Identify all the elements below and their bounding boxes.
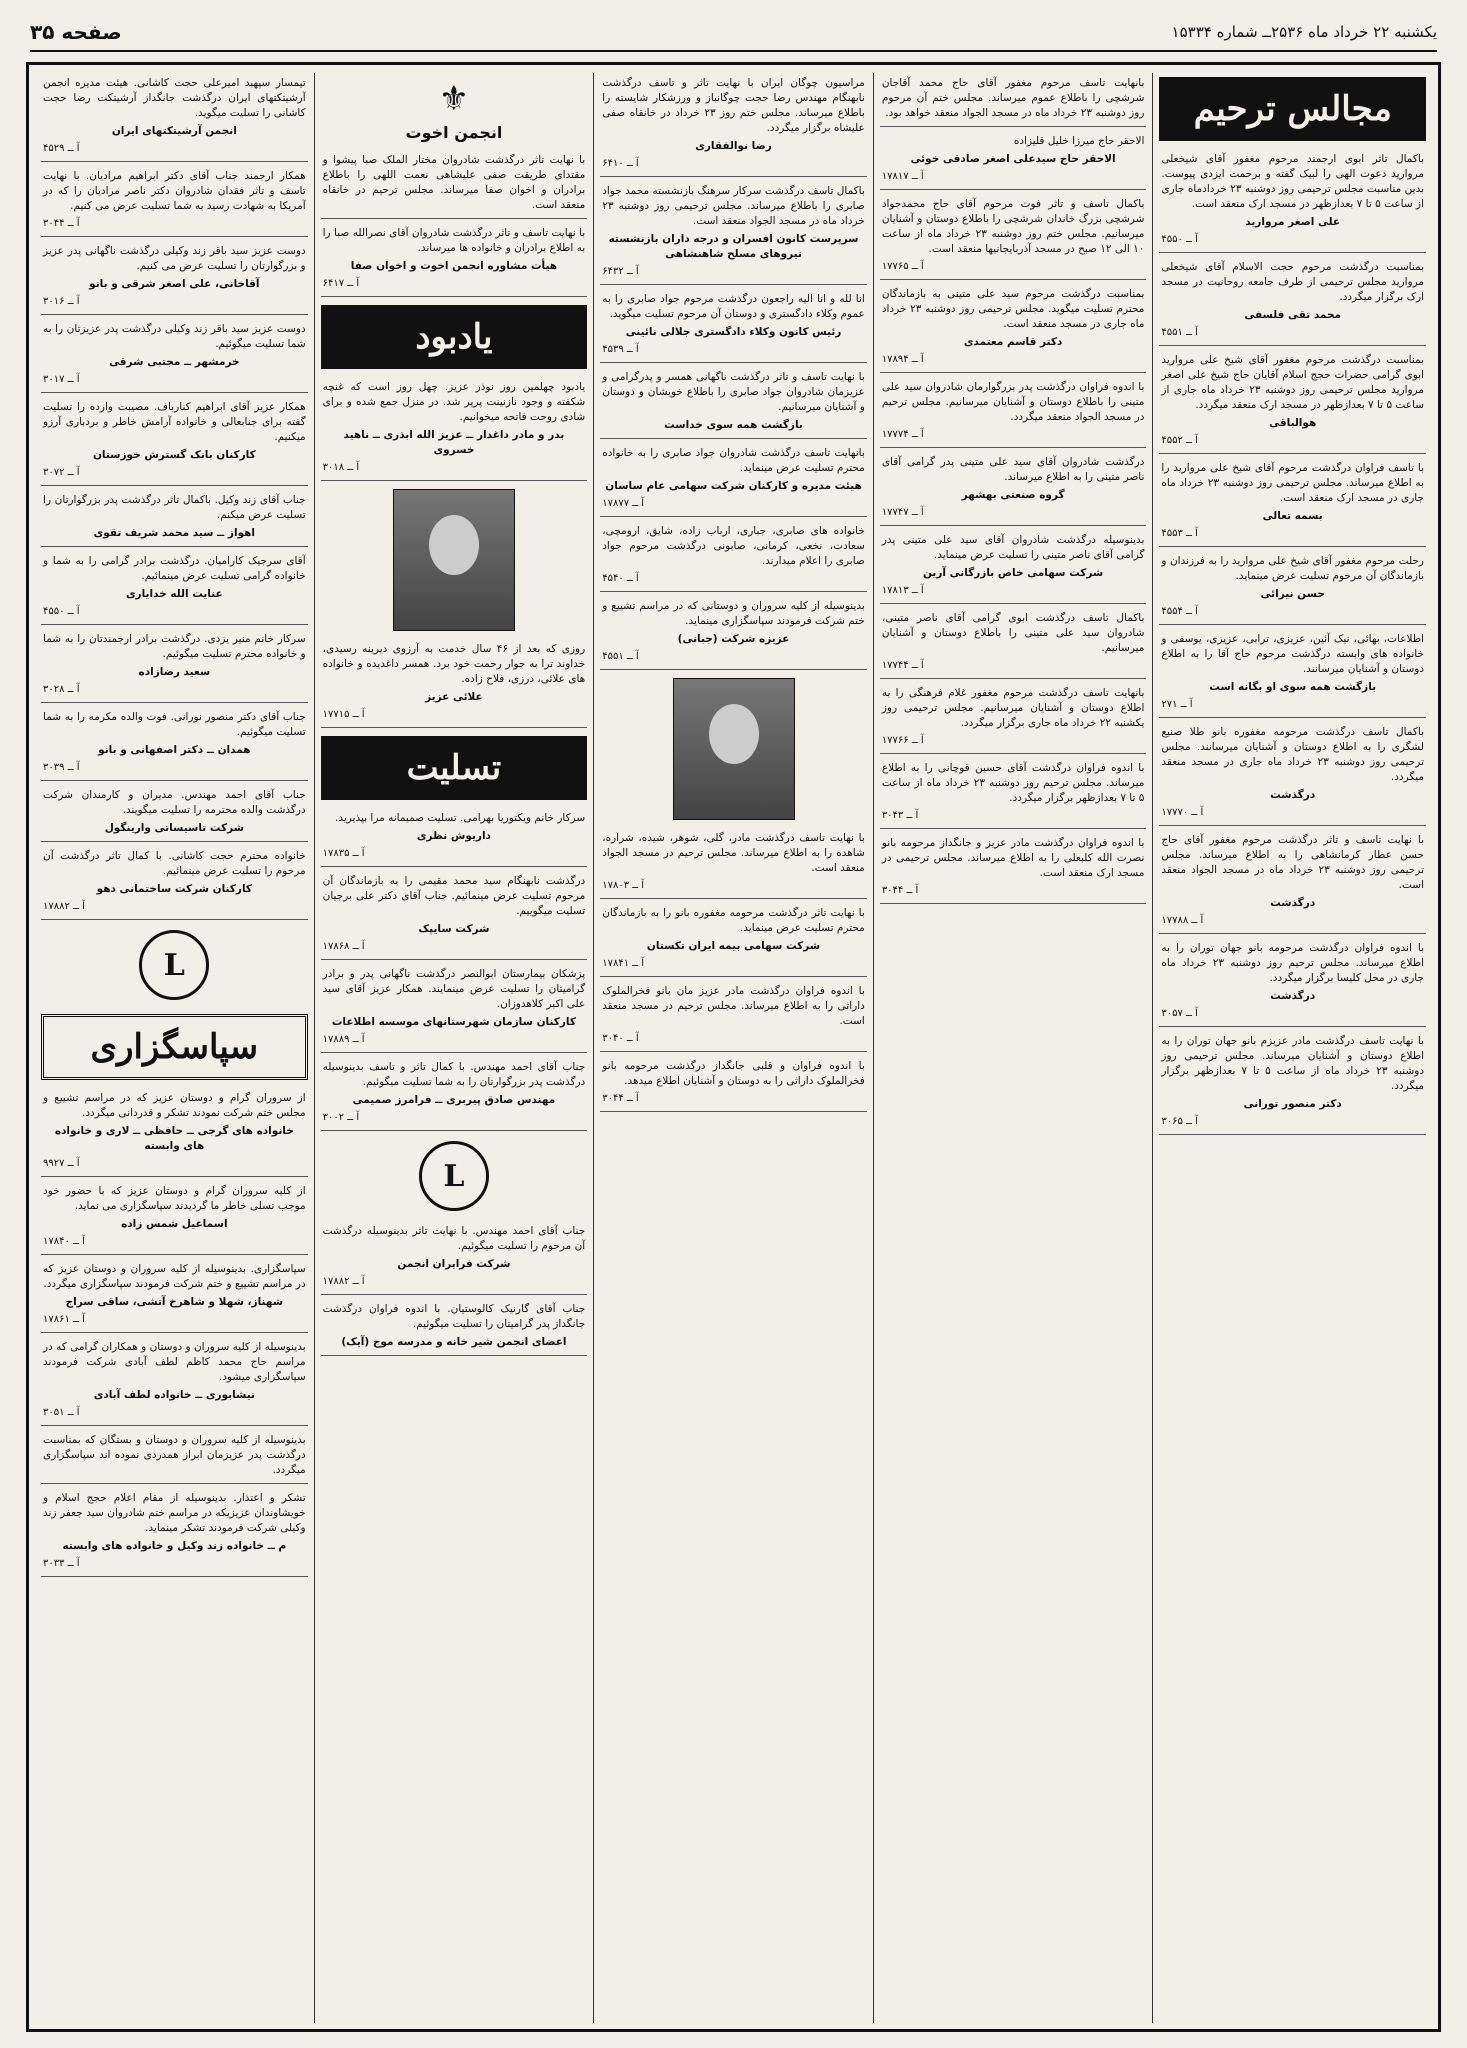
notice-code: آ ــ ۱۷۸۶۱ <box>43 1314 85 1325</box>
notice <box>41 846 308 920</box>
notice-signature: شهناز، شهلا و شاهرخ آتشی، ساقی سراج <box>65 1296 284 1308</box>
notice-code: آ ــ ۳۰۱۸ <box>322 462 360 473</box>
column-5 <box>35 73 314 2023</box>
notice-code: آ ــ ۱۷۷۸۸ <box>1161 915 1204 926</box>
notice <box>600 73 867 177</box>
section-banner-sepasgozari: سپاسگزاری <box>41 1014 308 1080</box>
notice-body: جناب آقای دکتر منصور نورانی. فوت والده مکرمه را به شما تسلیت میگوئیم. <box>43 711 306 738</box>
notice-body: بانهایت تاسف درگذشت شادروان جواد صابری را به خانواده محترم تسلیت عرض مینماید. <box>602 447 865 474</box>
notice <box>41 1488 308 1577</box>
portrait-photo <box>673 678 795 820</box>
notice <box>41 166 308 237</box>
notice-body: جناب آقای زند وکیل. باکمال تاثر درگذشت پدر بزرگوارتان را تسلیت عرض میکنم. <box>43 494 306 521</box>
notice <box>880 530 1147 604</box>
notice-body: بدینوسیله از کلیه سروران و دوستان و همکاران گرامی که در مراسم حاج محمد کاظم لطف آبادی شرکت فرمودند سپاسگزاری میشود. <box>43 1341 306 1383</box>
notice-signature: هیأت مشاوره انجمن اخوت و اخوان صفا <box>350 260 558 272</box>
notice-signature: اسماعیل شمس زاده <box>121 1218 228 1230</box>
notice-code: آ ــ ۴۵۳۹ <box>602 344 639 355</box>
notice-code: آ ــ ۱۷۸۱۳ <box>881 585 924 596</box>
notice-body: با اندوه فراوان درگذشت مادر عزیز مان بانو فخرالملوک داراثی را به اطلاع میرساند. مجلس ترحیم در مسجد منعقد است. <box>602 985 865 1027</box>
lions-club-icon: L <box>419 1141 489 1211</box>
notice-body: دوست عزیز سید باقر زند وکیلی درگذشت ناگهانی پدر عزیز و بزرگوارتان را تسلیت عرض می کنیم. <box>43 245 306 272</box>
notice <box>1159 551 1426 625</box>
notice-body: با اندوه فراوان و قلبی جانگداز درگذشت مرحومه بانو فخرالملوک داراثی را به دوستان و آشنایان اطلاع میدهد. <box>602 1060 865 1087</box>
notice-body: با نهایت تاثر درگذشت مرحومه مغفوره بانو را به بازماندگان محترم تسلیت عرض مینماید. <box>602 907 865 934</box>
section-banner-majales: مجالس ترحیم <box>1159 77 1426 141</box>
notice <box>321 639 588 728</box>
notice-body: روزی که بعد از ۴۶ سال خدمت به آرزوی دیرینه رسیدی، خداوند ترا به جوار رحمت خود برد. همسر داغدیده و خانواده های علائی، درزی، فلاح زاده. <box>322 643 586 685</box>
notice <box>321 808 588 867</box>
notice-body: بدینوسیله درگذشت شادروان آقای سید علی متینی پدر گرامی آقای ناصر متینی را تسلیت عرض مینماید. <box>881 534 1145 561</box>
page-number: صفحه ۳۵ <box>30 20 122 44</box>
notice <box>1159 149 1426 253</box>
notice-body: با نهایت تاسف و تاثر درگذشت شادروان آقای نصرالله صبا را به اطلاع برادران و خانواده ها میرساند. <box>322 227 586 254</box>
notice-code: آ ــ ۱۷۷۷۰ <box>1161 807 1204 818</box>
notice-signature: عزیزه شرکت (جبانی) <box>677 633 790 645</box>
notice-body: با اندوه فراوان درگذشت پدر بزرگوارمان شادروان سید علی متینی را باطلاع دوستان و آشنایان میرسانیم. مجلس ترحیم در مسجد الجواد منعقد میگردد. <box>881 381 1145 423</box>
notice-body: پزشکان بیمارستان ابوالنصر درگذشت ناگهانی پدر و برادر گرامیتان را تسلیت عرض مینمایند. همکار عزیز آقای سید علی اکبر کلاهدوزان. <box>322 968 586 1010</box>
notice-body: با تاسف فراوان درگذشت مرحوم آقای شیخ علی مروارید را به اطلاع میرساند. مجلس ترحیمی روز دوشنبه ۲۳ خرداد ماه جاری در مسجد ارک منعقد است. <box>1161 462 1424 504</box>
notice <box>41 397 308 486</box>
notice-body: با اندوه فراوان درگذشت مرحومه بانو جهان توران را به اطلاع میرساند. مجلس ترحیم روز دوشنبه ۲۳ خرداد ماه جاری در محل کلیسا برگزار میگردد. <box>1161 942 1424 984</box>
notice-signature: دکتر منصور تورانی <box>1243 1098 1342 1110</box>
notice-code: آ ــ ۳۰۳۹ <box>43 762 80 773</box>
notice-body: بانهایت تاسف درگذشت مرحوم مغفور غلام فرهنگی را به اطلاع دوستان و آشنایان میرسانیم. مجلس ترحیمی روز یکشنبه ۲۲ خرداد ماه جاری برگزار میگردد. <box>881 687 1145 729</box>
notice-signature: خرمشهر ــ مجتبی شرقی <box>109 356 240 368</box>
notice-body: جناب آقای احمد مهندس. با کمال تاثر و تاسف بدینوسیله درگذشت پدر بزرگوارتان را به شما تسلیت میگوئیم. <box>322 1061 586 1088</box>
notice-code: آ ــ ۶۴۱۰ <box>602 158 639 169</box>
section-banner-yadbood: یادبود <box>321 305 588 369</box>
notice <box>321 871 588 960</box>
notice-signature: شرکت سایپک <box>418 923 490 935</box>
notice <box>321 377 588 481</box>
notice-signature: همدان ــ دکتر اصفهانی و بانو <box>98 744 251 756</box>
notice-body: بمناسبت درگذشت مرحوم سید علی متینی به بازماندگان محترم تسلیت میگوید. مجلس ترحیمی روز دوشنبه ۲۳ خرداد ماه جاری در مسجد منعقد است. <box>881 288 1145 330</box>
notice-code: آ ــ ۱۷۸۴۱ <box>602 958 645 969</box>
notice <box>41 490 308 547</box>
notice-code: آ ــ ۳۰۱۶ <box>43 296 80 307</box>
issue-date-line: یکشنبه ۲۲ خرداد ماه ۲۵۳۶ــ شماره ۱۵۳۳۴ <box>1171 23 1437 41</box>
notice <box>880 194 1147 280</box>
notice-code: آ ــ ۳۰۶۵ <box>1161 1116 1198 1127</box>
notice <box>600 828 867 899</box>
notice-code: آ ــ ۳۰۴۴ <box>602 1093 639 1104</box>
notice-body: با نهایت تاسف و تاثر درگذشت ناگهانی همسر و پدرگرامی و عزیزمان شادروان جواد صابری را باطلاع خویشان و دوستان و آشنایان میرسانیم. <box>602 371 865 413</box>
notice-code: آ ــ ۱۷۸۴۰ <box>43 1236 85 1247</box>
notice <box>600 443 867 517</box>
notice-body: با اندوه فراوان درگذشت آقای حسین قوچانی را به اطلاع میرساند. مجلس ترحیم روز دوشنبه ۲۳ خرداد ماه از ساعت ۵ تا ۷ بعدازظهر برگزار میگردد. <box>881 762 1145 804</box>
notice-code: آ ــ ۱۷۷۴۷ <box>881 507 924 518</box>
notice <box>1159 722 1426 826</box>
content-frame <box>26 62 1441 2032</box>
notice-body: همکار ارجمند جناب آقای دکتر ابراهیم مرادیان. با نهایت تاسف و تاثر فقدان شادروان دکتر ناصر مرادیان را که در آمریکا به شهادت رسید به شما تسلیت عرض می کنیم. <box>43 170 306 212</box>
notice-code: آ ــ ۳۰۲۸ <box>43 684 80 695</box>
notice <box>1159 257 1426 346</box>
notice <box>1159 938 1426 1027</box>
column-3 <box>593 73 873 2023</box>
notice <box>41 551 308 625</box>
notice-body: خانواده محترم حجت کاشانی. با کمال تاثر درگذشت آن مرحوم را تسلیت عرض مینمائیم. <box>43 850 306 877</box>
notice <box>41 73 308 162</box>
notice-signature: اعضای انجمن شیر خانه و مدرسه موج (آیک) <box>341 1336 567 1348</box>
notice-signature: درگذشت <box>1270 897 1316 909</box>
notice <box>880 377 1147 448</box>
notice <box>880 683 1147 754</box>
notice-body: سرکار خانم منیر یزدی. درگذشت برادر ارجمندتان را به شما و خانواده محترم تسلیت میگوئیم. <box>43 633 306 660</box>
column-2 <box>873 73 1153 2023</box>
notice <box>41 1430 308 1484</box>
notice-body: خانواده های صابری، جباری، ارباب زاده، شایق، ارومچی، سعادت، نخعی، کرمانی، صابونی درگذشت مرحوم جواد صابری را اعلام میدارند. <box>602 525 865 567</box>
notice-code: آ ــ ۴۵۵۳ <box>1161 528 1198 539</box>
notice-signature: دکتر قاسم معتمدی <box>963 336 1063 348</box>
notice-signature: شرکت سهامی خاص بازرگانی آرین <box>922 567 1104 579</box>
notice-code: آ ــ ۴۵۵۰ <box>43 606 80 617</box>
notice-signature: علی اصغر مروارید <box>1245 216 1341 228</box>
notice <box>41 1088 308 1177</box>
columns <box>35 73 1432 2023</box>
notice <box>41 707 308 781</box>
notice-body: درگذشت شادروان آقای سید علی متینی پدر گرامی آقای ناصر متینی را به اطلاع میرساند. <box>881 456 1145 483</box>
notice-body: باکمال تاثر ابوی ارجمند مرحوم مغفور آقای شیخعلی مروارید دعوت الهی را لبیک گفته و برحمت ایزدی پیوست. بدین مناسبت مجلس ترحیمی روز دوشنبه ۲۳ خردادماه جاری از ساعت ۵ تا ۷ بعدازظهر در مسجد ارک منعقد است. <box>1161 153 1424 210</box>
notice-signature: بازگشت همه سوی خداست <box>664 419 803 431</box>
notice-code: آ ــ ۳۰۰۲ <box>322 1112 360 1123</box>
notice-code: آ ــ ۲۷۱ <box>1161 699 1193 710</box>
notice <box>600 289 867 363</box>
notice-code: آ ــ ۴۵۵۰ <box>1161 234 1198 245</box>
notice-code: آ ــ ۱۷۷۶۶ <box>881 735 924 746</box>
notice-signature: الاحقر حاج سیدعلی اصغر صادقی خوئی <box>910 153 1116 165</box>
notice-body: سرکار خانم ویکتوریا بهرامی. تسلیت صمیمانه مرا بپذیرید. <box>334 812 586 824</box>
page-header <box>30 14 1437 52</box>
notice-code: آ ــ ۱۷۸۸۹ <box>322 1034 365 1045</box>
notice <box>41 785 308 842</box>
lions-club-icon: L <box>139 930 209 1000</box>
notice <box>880 73 1147 127</box>
notice-signature: عنایت الله خدایاری <box>125 588 223 600</box>
notice-code: آ ــ ۱۷۷۶۵ <box>881 261 924 272</box>
notice <box>41 1259 308 1333</box>
notice-signature: رئیس کانون وکلاء دادگستری جلالی نائینی <box>625 326 842 338</box>
notice-signature: خانواده های گرجی ــ حافظی ــ لاری و خانواده های وابسته <box>54 1125 294 1152</box>
notice-body: با نهایت تاسف و تاثر درگذشت مرحوم مغفور آقای حاج حسن عطار کرمانشاهی را به اطلاع میرساند. مجلس ترحیمی روز دوشنبه ۲۳ خرداد ماه در مسجد الجواد منعقد است. <box>1161 834 1424 891</box>
notice-body: بمناسبت درگذشت مرحوم مغفور آقای شیخ علی مروارید ابوی گرامی حضرات حجج اسلام آقایان حاج شیخ علی اصغر مروارید مجلس ترحیمی روز دوشنبه ۲۳ خرداد ماه جاری از ساعت ۵ تا ۷ بعدازظهر در مسجد ارک منعقد میگردد. <box>1161 354 1424 411</box>
notice-signature: حسن نیرائی <box>1260 588 1325 600</box>
notice-code: آ ــ ۳۰۴۴ <box>43 218 80 229</box>
notice-signature: درگذشت <box>1270 990 1316 1002</box>
emblem-icon: ⚜ <box>438 79 470 119</box>
notice-signature: مهندس صادق پیربری ــ فرامرز صمیمی <box>352 1094 556 1106</box>
notice <box>1159 1031 1426 1135</box>
notice-code: آ ــ ۴۵۲۹ <box>43 143 80 154</box>
notice-body: الاحقر حاج میرزا خلیل قلیزاده <box>1013 135 1145 147</box>
column-1 <box>1152 73 1432 2023</box>
section-banner-tasliat: تسلیت <box>321 736 588 800</box>
notice-code: آ ــ ۴۵۵۱ <box>602 651 639 662</box>
notice-signature: اهواز ــ سید محمد شریف تقوی <box>93 527 256 539</box>
notice-code: آ ــ ۴۵۴۰ <box>602 573 639 584</box>
notice-code: آ ــ ۱۷۸۸۲ <box>322 1276 365 1287</box>
notice-signature: شرکت سهامی بیمه ایران تکستان <box>646 940 821 952</box>
notice <box>600 181 867 285</box>
notice <box>321 1057 588 1131</box>
notice-body: باکمال تاسف درگذشت ابوی گرامی آقای ناصر متینی، شادروان سید علی متینی را باطلاع دوستان و آشنایان میرسانیم. <box>881 612 1145 654</box>
notice-body: درگذشت نابهنگام سید محمد مقیمی را به بازماندگان آن مرحوم تسلیت عرض مینمائیم. جناب آقای دکتر علی برجیان تسلیت میگوییم. <box>322 875 586 917</box>
notice-code: آ ــ ۱۷۸۶۸ <box>322 941 365 952</box>
notice-signature: آقاخانی، علی اصغر شرقی و بانو <box>89 278 260 290</box>
notice-code: آ ــ ۱۷۸۳۵ <box>322 848 365 859</box>
notice-code: آ ــ ۱۷۸۸۲ <box>43 901 85 912</box>
notice-signature: بازگشت همه سوی او بگانه است <box>1209 681 1377 693</box>
notice-body: دوست عزیز سید باقر زند وکیلی درگذشت پدر عزیزتان را به شما تسلیت میگوئیم. <box>43 323 306 350</box>
notice-body: تیمسار سپهبد امیرعلی حجت کاشانی. هیئت مدیره انجمن آرشیتکتهای ایران درگذشت جانگداز آرشیتکت رضا حجت کاشانی را تسلیت میگوید. <box>43 77 306 119</box>
notice-body: با نهایت تاثر درگذشت شادروان مختار الملک صبا پیشوا و مقتدای طریقت صفی علیشاهی نعمت اللهی را باطلاع برادران و اخوان صفا میرساند. مجلس ترحیم در خانقاه منعقد است. <box>322 154 586 211</box>
notice <box>321 223 588 297</box>
notice-body: آقای سرجیک کارامیان. درگذشت برادر گرامی را به شما و خانواده گرامی تسلیت عرض مینمائیم. <box>43 555 306 582</box>
notice-body: رحلت مرحوم مغفور آقای شیخ علی مروارید را به فرزندان و بازماندگان آن مرحوم تسلیت عرض مینماید. <box>1161 555 1424 582</box>
notice-code: آ ــ ۴۵۵۲ <box>1161 435 1198 446</box>
notice <box>880 284 1147 373</box>
notice-signature: بسمه تعالی <box>1262 510 1323 522</box>
notice-signature: سعید رضازاده <box>138 666 211 678</box>
notice <box>880 452 1147 526</box>
notice-body: بدینوسیله از کلیه سروران و دوستان و بستگان که بمناسبت درگذشت پدر عزیزمان ابراز همدردی نموده اند سپاسگزاری میگردد. <box>43 1434 306 1476</box>
notice <box>41 1337 308 1426</box>
notice-code: آ ــ ۱۷۸۰۳ <box>602 880 645 891</box>
notice-code: آ ــ ۹۹۲۷ <box>43 1158 80 1169</box>
notice-body: با نهایت تاسف درگذشت مادر عزیزم بانو جهان توران را به اطلاع دوستان و آشنایان میرساند. مجلس ترحیمی روز دوشنبه ۲۳ خرداد ماه از ساعت ۵ تا ۷ بعدازظهر برگزار میگردد. <box>1161 1035 1424 1092</box>
notice-body: جناب آقای احمد مهندس. با نهایت تاثر بدینوسیله درگذشت آن مرحوم را تسلیت میگوئیم. <box>322 1225 586 1252</box>
notice-code: آ ــ ۱۷۸۱۷ <box>881 171 924 182</box>
notice-signature: محمد تقی فلسفی <box>1244 309 1342 321</box>
notice <box>321 1221 588 1295</box>
notice-signature: کارکنان شرکت ساختمانی دهو <box>96 883 252 895</box>
notice-body: باکمال تاسف درگذشت سرکار سرهنگ بازنشسته محمد جواد صابری را باطلاع میرساند. مجلس ترحیمی روز دوشنبه ۲۳ خرداد ماه در مسجد الجواد منعقد است. <box>602 185 865 227</box>
notice <box>600 903 867 977</box>
notice-code: آ ــ ۳۰۱۷ <box>43 374 80 385</box>
notice-body: سپاسگزاری. بدینوسیله از کلیه سروران و دوستان عزیز که در مراسم تشییع و ختم شرکت فرمودند سپاسگزاری میگردد. <box>43 1263 306 1290</box>
notice-body: تشکر و اعتذار. بدینوسیله از مقام اعلام حجج اسلام و خویشاوندان عزیزیکه در مراسم ختم شادروان سید جعفر زند وکیلی شرکت فرمودند تشکر مینماید. <box>43 1492 306 1534</box>
notice-code: آ ــ ۶۴۳۲ <box>602 266 639 277</box>
notice <box>600 596 867 670</box>
notice-body: باکمال تاسف و تاثر فوت مرحوم آقای حاج محمدجواد شرشچی بزرگ خاندان شرشچی را باطلاع دوستان و آشنایان میرسانیم. مجلس ختم روز دوشنبه ۲۳ خرداد ماه از ساعت ۱۰ الی ۱۲ صبح در مسجد آذربایجانیها منعقد است. <box>881 198 1145 255</box>
notice-body: بمناسبت درگذشت مرحوم حجت الاسلام آقای شیخعلی مروارید مجلس ترحیمی از طرف جامعه روحانیت در مسجد ارک برگزار میگردد. <box>1161 261 1424 303</box>
notice-code: آ ــ ۳۰۳۳ <box>43 1558 80 1569</box>
notice-signature: شرکت تاسیساتی وارینگول <box>104 822 244 834</box>
notice-code: آ ــ ۳۰۷۲ <box>43 467 80 478</box>
notice-signature: کارکنان سازمان شهرستانهای موسسه اطلاعات <box>331 1016 576 1028</box>
notice <box>1159 629 1426 718</box>
anjoman-title: انجمن اخوت <box>405 123 503 142</box>
notice-body: مراسیون چوگان ایران با نهایت تاثر و تاسف درگذشت نابهنگام مهندس رضا حجت چوگانباز و ورزشکار شایسته را باطلاع میرساند. مجلس ختم روز ۲۳ خرداد در خانقاه صفی علیشاه برگزار میگردد. <box>602 77 865 134</box>
notice-body: از کلیه سروران گرام و دوستان عزیز که با حضور خود موجب تسلی خاطر ما گردیدند سپاسگزاری می نماید. <box>43 1185 306 1212</box>
notice-signature: کارکنان بانک گسترش خوزستان <box>92 449 256 461</box>
notice-signature: سرپرست کانون افسران و درجه داران بازنشسته نیروهای مسلح شاهنشاهی <box>608 233 859 260</box>
notice-signature: انجمن آرشیتکتهای ایران <box>111 125 237 137</box>
notice <box>600 367 867 439</box>
notice <box>41 241 308 315</box>
notice-body: از سروران گرام و دوستان عزیز که در مراسم تشییع و مجلس ختم شرکت نمودند تشکر و قدردانی میگردد. <box>43 1092 306 1119</box>
notice <box>1159 830 1426 934</box>
notice <box>880 608 1147 679</box>
notice <box>600 1056 867 1112</box>
notice-code: آ ــ ۳۰۴۰ <box>602 1033 639 1044</box>
notice-signature: هیئت مدیره و کارکنان شرکت سهامی عام ساسان <box>605 480 862 492</box>
notice <box>321 1299 588 1356</box>
notice <box>600 981 867 1052</box>
notice <box>41 1181 308 1255</box>
notice-signature: رضا نوالفقاری <box>695 140 772 152</box>
notice <box>880 758 1147 829</box>
notice-code: آ ــ ۳۰۵۷ <box>1161 1008 1198 1019</box>
notice-signature: داریوش نظری <box>416 830 491 842</box>
notice-code: آ ــ ۳۰۵۱ <box>43 1407 80 1418</box>
notice-body: انا لله و انا الیه راجعون درگذشت مرحوم جواد صابری را به عموم وکلاء دادگستری و دوستان آن مرحوم تسلیت میگوید. <box>602 293 865 320</box>
notice-code: آ ــ ۱۷۸۹۴ <box>881 354 924 365</box>
notice-code: آ ــ ۱۷۷۱۵ <box>322 709 365 720</box>
notice-code: آ ــ ۳۰۴۳ <box>881 810 919 821</box>
notice-code: آ ــ ۱۷۷۷۴ <box>881 429 924 440</box>
notice-body: با نهایت تاسف درگذشت مادر، گلی، شوهر، شیده، شراره، شاهده را به اطلاع میرساند. مجلس ترحیم در مسجد الجواد منعقد است. <box>602 832 865 874</box>
notice-body: با اندوه فراوان درگذشت مادر عزیز و جانگداز مرحومه بانو نصرت الله کلبعلی را به اطلاع میرساند. مجلس ترحیمی در مسجد ارک منعقد است. <box>881 837 1145 879</box>
notice-body: یادبود چهلمین روز نوذر عزیز. چهل روز است که غنچه شکفته و وجود نازنینت پرپر شد. در منزل جمع شده و برای شادی روحت فاتحه میخوانیم. <box>322 381 586 423</box>
notice <box>1159 350 1426 454</box>
notice <box>600 521 867 592</box>
notice-signature: م ــ خانواده زند وکیل و خانواده های وابسته <box>62 1540 287 1552</box>
notice-code: آ ــ ۳۰۴۴ <box>881 885 919 896</box>
notice-body: اطلاعات، بهائی، نیک آئین، عزیزی، ترابی، عزیزی، یوسفی و خانواده های وابسته درگذشت مرحوم حاج آقا را به اطلاع دوستان و آشنایان میرسانند. <box>1161 633 1424 675</box>
column-4 <box>314 73 594 2023</box>
notice <box>41 629 308 703</box>
notice <box>880 833 1147 904</box>
notice-code: آ ــ ۴۵۵۴ <box>1161 606 1198 617</box>
notice-code: آ ــ ۴۵۵۱ <box>1161 327 1198 338</box>
notice <box>41 319 308 393</box>
notice-body: همکار عزیز آقای ابراهیم کنارباف. مصیبت وارده را تسلیت گفته برای جنابعالی و خانواده آرامش خاطر و بردباری آرزو میکنیم. <box>43 401 306 443</box>
notice-signature: درگذشت <box>1270 789 1316 801</box>
notice-signature: گروه صنعتی بهشهر <box>961 489 1065 501</box>
notice <box>1159 458 1426 547</box>
notice-code: آ ــ ۶۴۱۷ <box>322 278 360 289</box>
notice-body: بدینوسیله از کلیه سروران و دوستانی که در مراسم تشییع و ختم شرکت فرمودند سپاسگزاری مینماید. <box>602 600 865 627</box>
portrait-photo <box>393 489 515 631</box>
notice-signature: علائی عزیز <box>425 691 483 703</box>
notice-code: آ ــ ۱۷۷۴۴ <box>881 660 924 671</box>
notice-body: باکمال تاسف درگذشت مرحومه مغفوره بانو طلا صنیع لشگری را به اطلاع دوستان و آشنایان میرسانند. مجلس ترحیمی روز دوشنبه ۲۳ خرداد ماه جاری در مسجد منعقد میگردد. <box>1161 726 1425 783</box>
notice-body: جناب آقای گارنیک کالوستیان. با اندوه فراوان درگذشت جانگداز پدر گرامیتان را تسلیت میگوئیم. <box>322 1303 586 1330</box>
notice-body: جناب آقای احمد مهندس. مدیران و کارمندان شرکت درگذشت والده محترمه را تسلیت میگویند. <box>43 789 306 816</box>
notice-signature: بدر و مادر داغدار ــ عزیز الله ابذری ــ ناهید خسروی <box>343 429 565 456</box>
notice <box>880 131 1147 190</box>
notice <box>321 964 588 1053</box>
notice-signature: هوالباقی <box>1269 417 1317 429</box>
notice <box>321 150 588 219</box>
notice-signature: شرکت فرابران انجمن <box>397 1258 511 1270</box>
notice-body: بانهایت تاسف مرحوم مغفور آقای حاج محمد آقاجان شرشچی را باطلاع عموم میرساند. مجلس ختم آن مرحوم روز دوشنبه ۲۳ خرداد ماه در مسجد الجواد منعقد خواهد بود. <box>881 77 1145 119</box>
notice-signature: نیشابوری ــ خانواده لطف آبادی <box>93 1389 255 1401</box>
notice-code: آ ــ ۱۷۸۷۷ <box>602 498 645 509</box>
